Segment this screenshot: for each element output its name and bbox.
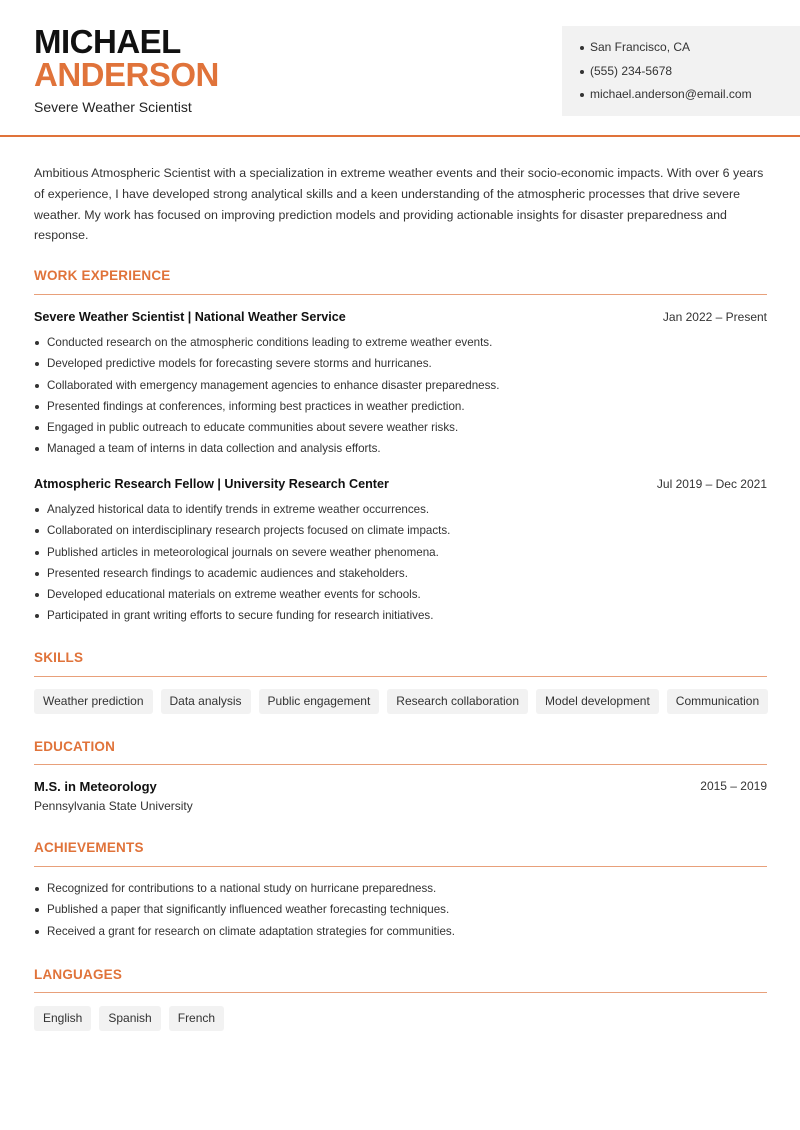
first-name: MICHAEL [34, 23, 181, 60]
list-item: Collaborated with emergency management agencies to enhance disaster preparedness. [34, 375, 767, 396]
list-item: Analyzed historical data to identify trends in extreme weather occurrences. [34, 499, 767, 520]
list-item: Conducted research on the atmospheric conditions leading to extreme weather events. [34, 332, 767, 353]
section-title-languages: LANGUAGES [34, 967, 123, 982]
skill-tag: Model development [536, 689, 659, 714]
list-item: Developed predictive models for forecasting severe storms and hurricanes. [34, 353, 767, 374]
list-item: Presented research findings to academic audiences and stakeholders. [34, 563, 767, 584]
job-header [34, 477, 767, 491]
job-bullets-2 [34, 499, 767, 627]
languages-list [34, 1006, 224, 1031]
job-header [34, 310, 767, 324]
list-item: Collaborated on interdisciplinary research projects focused on climate impacts. [34, 520, 767, 541]
list-item: Participated in grant writing efforts to secure funding for research initiatives. [34, 605, 767, 626]
skill-tag: Weather prediction [34, 689, 153, 714]
section-title-achievements: ACHIEVEMENTS [34, 840, 144, 855]
list-item: Published a paper that significantly influenced weather forecasting techniques. [34, 899, 767, 920]
edu-years: 2015 – 2019 [700, 779, 767, 793]
section-divider [34, 676, 767, 677]
contact-list [562, 26, 800, 107]
section-title-work: WORK EXPERIENCE [34, 268, 171, 283]
last-name: ANDERSON [34, 56, 219, 93]
list-item: Developed educational materials on extreme weather events for schools. [34, 584, 767, 605]
contact-email[interactable]: michael.anderson@email.com [580, 83, 800, 107]
section-divider [34, 866, 767, 867]
language-tag: French [169, 1006, 224, 1031]
job-bullets-1 [34, 332, 767, 460]
section-title-education: EDUCATION [34, 739, 116, 754]
skill-tag: Public engagement [259, 689, 380, 714]
section-title-skills: SKILLS [34, 650, 84, 665]
skill-tag: Research collaboration [387, 689, 528, 714]
edu-school: Pennsylvania State University [34, 799, 193, 813]
section-divider [34, 992, 767, 993]
job-title-1: Severe Weather Scientist | National Weather Service [34, 310, 346, 324]
skills-list [34, 689, 768, 714]
job-dates-1: Jan 2022 – Present [662, 310, 767, 324]
job-title: Severe Weather Scientist [34, 99, 192, 115]
edu-degree: M.S. in Meteorology [34, 779, 157, 794]
language-tag: English [34, 1006, 91, 1031]
section-divider [34, 294, 767, 295]
list-item: Presented findings at conferences, informing best practices in weather prediction. [34, 396, 767, 417]
achievements-list [34, 878, 767, 942]
list-item: Received a grant for research on climate adaptation strategies for communities. [34, 921, 767, 942]
language-tag: Spanish [99, 1006, 160, 1031]
summary: Ambitious Atmospheric Scientist with a specialization in extreme weather events and their socio-economic impacts. With over 6 years of experience, I have developed strong analytical skills and a keen understanding of the atmospheric processes that drive severe weather. My work has focused on improving prediction models and providing actionable insights for disaster preparedness and response. [34, 166, 764, 243]
list-item: Recognized for contributions to a national study on hurricane preparedness. [34, 878, 767, 899]
skill-tag: Communication [667, 689, 768, 714]
list-item: Managed a team of interns in data collection and analysis efforts. [34, 438, 767, 459]
resume-header [0, 0, 800, 137]
section-divider [34, 764, 767, 765]
contact-phone: (555) 234-5678 [580, 60, 800, 84]
skill-tag: Data analysis [161, 689, 251, 714]
list-item: Published articles in meteorological journals on severe weather phenomena. [34, 542, 767, 563]
contact-location: San Francisco, CA [580, 36, 800, 60]
job-dates-2: Jul 2019 – Dec 2021 [656, 477, 767, 491]
list-item: Engaged in public outreach to educate communities about severe weather risks. [34, 417, 767, 438]
contact-box [562, 26, 800, 116]
job-title-2: Atmospheric Research Fellow | University Research Center [34, 477, 389, 491]
